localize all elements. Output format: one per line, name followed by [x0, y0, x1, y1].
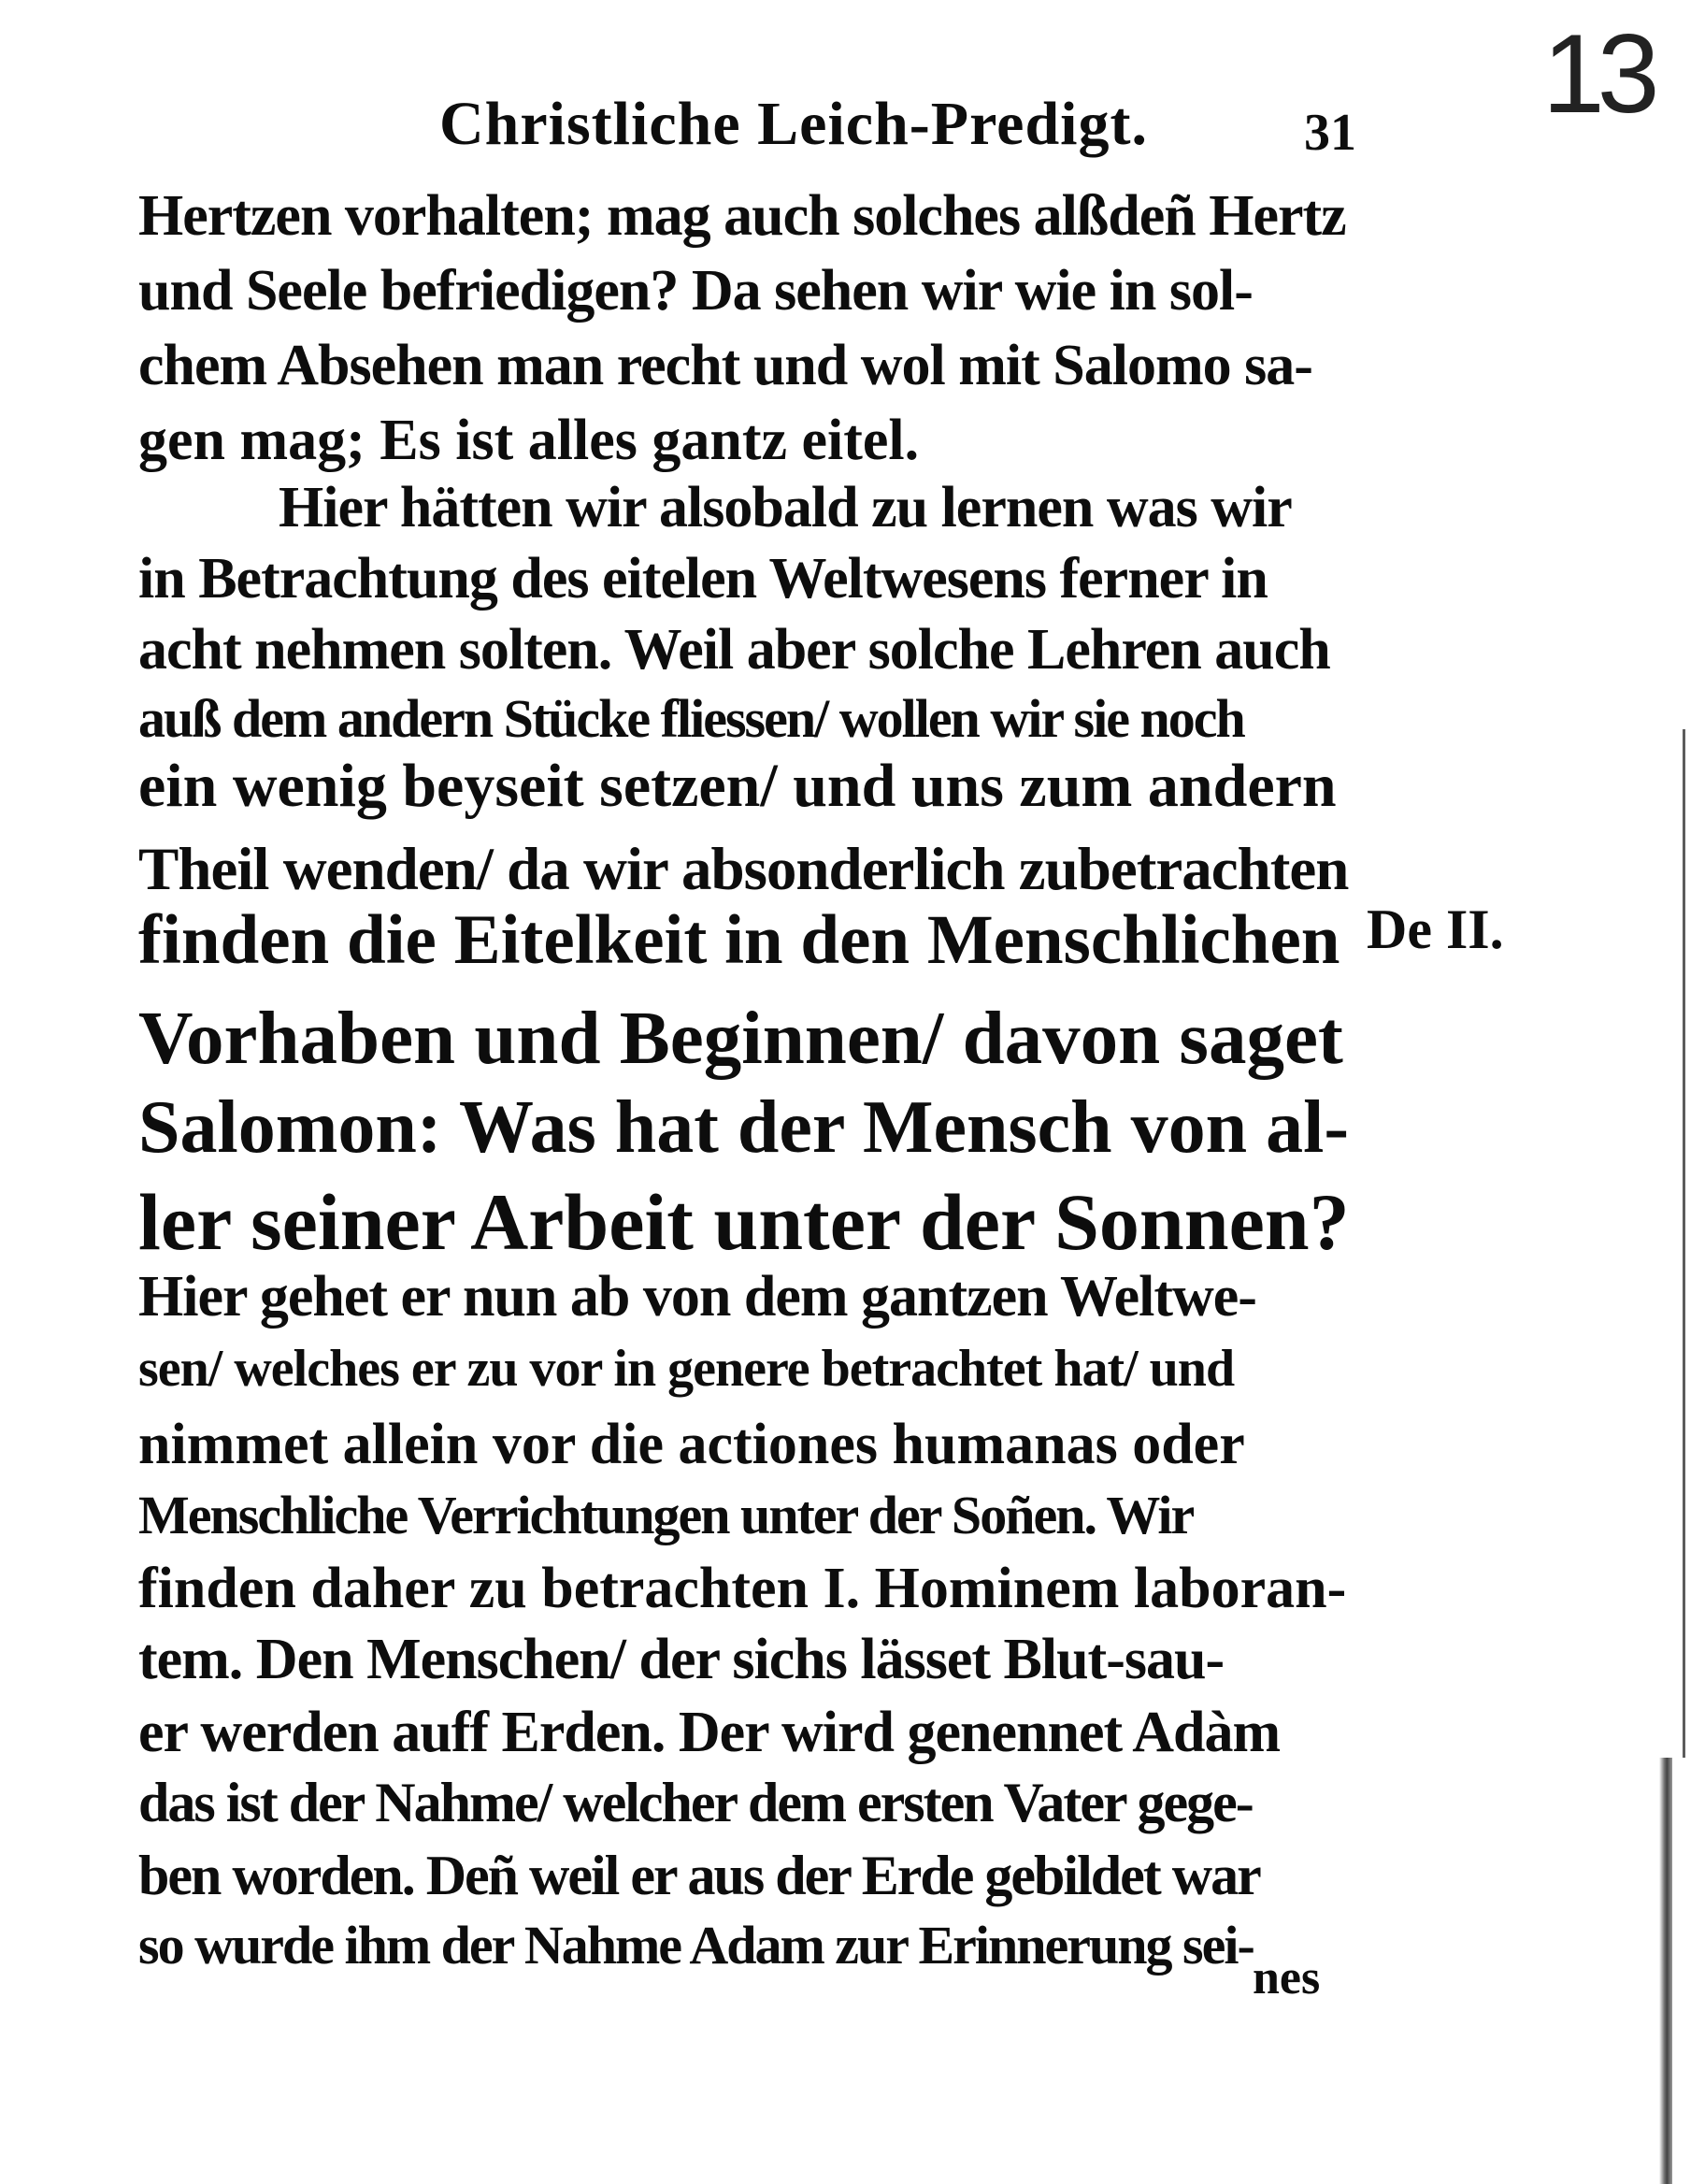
text-line: Salomon: Was hat der Mensch von al-: [138, 1086, 1349, 1169]
text-line: in Betrachtung des eitelen Weltwesens ferner in: [138, 547, 1268, 611]
catchword: nes: [1253, 1951, 1321, 2004]
text-line: so wurde ihm der Nahme Adam zur Erinnerung sei-: [138, 1915, 1254, 1976]
page-edge-shadow: [1683, 729, 1685, 1758]
text-line: auß dem andern Stücke fliessen/ wollen wir sie noch: [138, 688, 1244, 749]
text-line: finden die Eitelkeit in den Menschlichen: [138, 901, 1340, 979]
text-line: Theil wenden/ da wir absonderlich zubetrachten: [138, 836, 1349, 903]
text-line: ein wenig beyseit setzen/ und uns zum andern: [138, 752, 1337, 820]
text-line: das ist der Nahme/ welcher dem ersten Vater gege-: [138, 1772, 1253, 1833]
text-line: chem Absehen man recht und wol mit Salomo sa-: [138, 334, 1312, 397]
running-header: Christliche Leich-Predigt.: [439, 90, 1148, 158]
text-line: Hertzen vorhalten; mag auch solches alßdeñ Hertz: [138, 184, 1346, 248]
text-line: Hier gehet er nun ab von dem gantzen Weltwe-: [138, 1265, 1256, 1329]
text-line: er werden auff Erden. Der wird genennet Adàm: [138, 1701, 1281, 1764]
page-edge-shadow: [1659, 1758, 1672, 2184]
text-line: gen mag; Es ist alles gantz eitel.: [138, 409, 920, 472]
text-line: ler seiner Arbeit unter der Sonnen?: [138, 1177, 1350, 1267]
text-line: tem. Den Menschen/ der sichs lässet Blut-sau-: [138, 1628, 1225, 1691]
text-line: und Seele befriedigen? Da sehen wir wie in sol-: [138, 259, 1253, 323]
page-number: 31: [1304, 104, 1356, 162]
text-line: Menschliche Verrichtungen unter der Soñen. Wir: [138, 1485, 1194, 1545]
text-line: Vorhaben und Beginnen/ davon saget: [138, 996, 1343, 1080]
marginal-note: De II.: [1367, 898, 1504, 960]
text-line: Hier hätten wir alsobald zu lernen was wir: [279, 476, 1292, 539]
handwritten-folio-number: 13: [1542, 11, 1653, 136]
text-line: nimmet allein vor die actiones humanas oder: [138, 1413, 1245, 1476]
text-line: acht nehmen solten. Weil aber solche Lehren auch: [138, 618, 1330, 682]
text-line: finden daher zu betrachten I. Hominem laboran-: [138, 1557, 1347, 1620]
text-line: ben worden. Deñ weil er aus der Erde gebildet war: [138, 1845, 1260, 1906]
text-line: sen/ welches er zu vor in genere betrachtet hat/ und: [138, 1340, 1235, 1398]
